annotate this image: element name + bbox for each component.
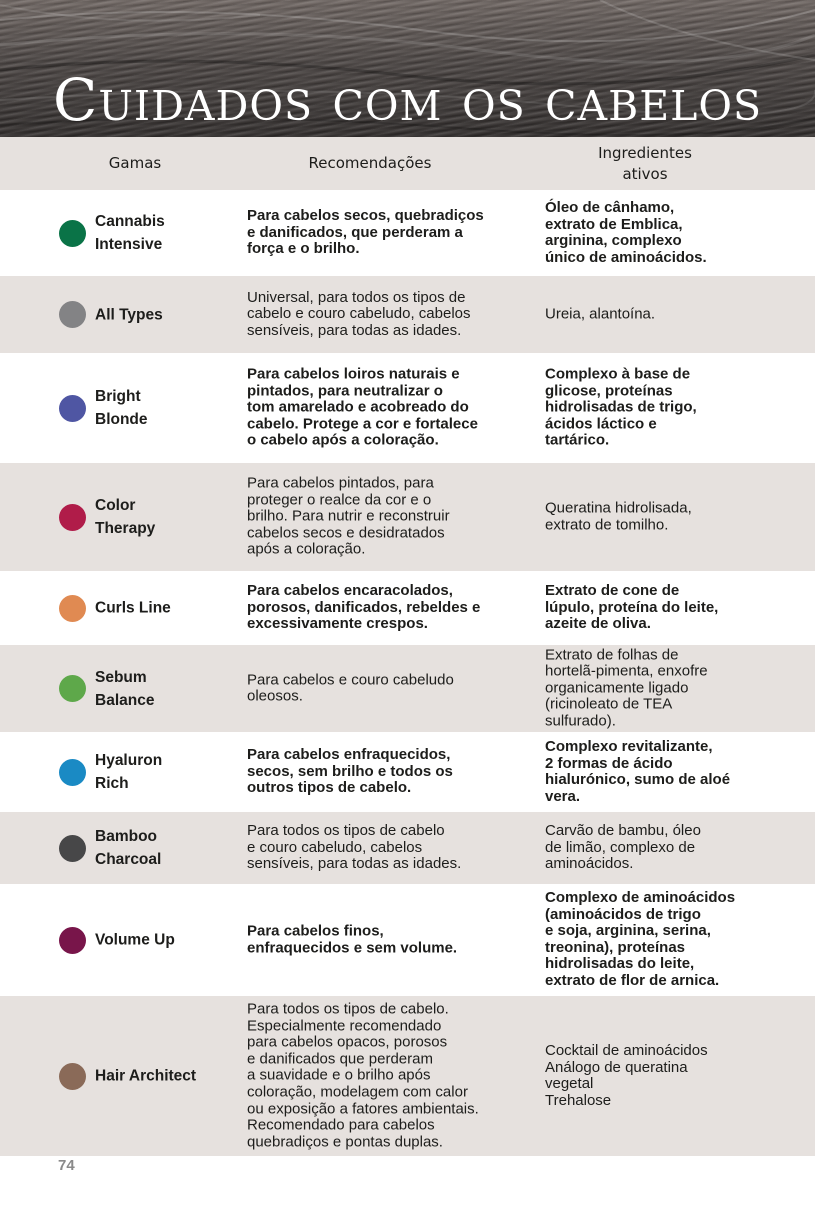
product-name: Color Therapy bbox=[95, 497, 156, 537]
text-line: cabelo. Protege a cor e fortalece bbox=[247, 415, 478, 433]
text-line: quebradiços e pontas duplas. bbox=[247, 1133, 443, 1151]
recommendation bbox=[247, 672, 532, 705]
recommendation bbox=[247, 476, 532, 559]
ingredients bbox=[545, 647, 790, 730]
recommendation bbox=[247, 747, 532, 797]
text-line: ou exposição a fatores ambientais. bbox=[247, 1099, 479, 1117]
text-line: (aminoácidos de trigo bbox=[545, 905, 701, 923]
ingredients bbox=[545, 583, 790, 633]
text-line: Análogo de queratina bbox=[545, 1058, 688, 1076]
text-line: Especialmente recomendado bbox=[247, 1016, 442, 1034]
text-line: após a coloração. bbox=[247, 540, 366, 558]
color-dot bbox=[59, 927, 86, 954]
recommendation bbox=[247, 823, 532, 873]
header-gamas: Gamas bbox=[108, 154, 162, 172]
text-line: Extrato de folhas de bbox=[545, 646, 679, 664]
text-line: arginina, complexo bbox=[545, 232, 682, 249]
recommendation bbox=[247, 208, 532, 258]
text-line: Para cabelos enfraquecidos, bbox=[247, 746, 451, 764]
text-line: proteger o realce da cor e o bbox=[247, 491, 432, 509]
product-name: Hair Architect bbox=[95, 1067, 197, 1085]
text-line: enfraquecidos e sem volume. bbox=[247, 939, 458, 956]
text-line: (ricinoleato de TEA bbox=[545, 695, 673, 713]
product-name: Volume Up bbox=[95, 931, 175, 949]
text-line: glicose, proteínas bbox=[545, 382, 673, 400]
text-line: sensíveis, para todas as idades. bbox=[247, 321, 462, 339]
product-name: Bamboo Charcoal bbox=[95, 828, 162, 868]
text-line: Carvão de bambu, óleo bbox=[545, 822, 701, 840]
text-line: sulfurado). bbox=[545, 712, 616, 730]
recommendation bbox=[247, 1001, 532, 1150]
table-row bbox=[0, 884, 815, 996]
product-name: Cannabis Intensive bbox=[95, 213, 165, 253]
text-line: força e o brilho. bbox=[247, 240, 360, 258]
table-row bbox=[0, 463, 815, 571]
color-dot bbox=[59, 1063, 86, 1090]
text-line: tom amarelado e acobreado do bbox=[247, 398, 469, 416]
text-line: porosos, danificados, rebeldes e bbox=[247, 598, 481, 616]
text-line: hidrolisadas do leite, bbox=[545, 955, 695, 973]
text-line: excessivamente crespos. bbox=[247, 615, 428, 633]
color-dot bbox=[59, 504, 86, 531]
text-line: azeite de oliva. bbox=[545, 615, 651, 633]
ingredients bbox=[545, 890, 790, 990]
text-line: treonina), proteínas bbox=[545, 939, 686, 956]
text-line: e danificados que perderam bbox=[247, 1050, 433, 1068]
text-line: único de aminoácidos. bbox=[545, 248, 707, 266]
page-title: Cuidados com os cabelos bbox=[52, 66, 763, 134]
color-dot bbox=[59, 220, 86, 247]
product-name: All Types bbox=[95, 306, 163, 323]
color-dot bbox=[59, 301, 86, 328]
color-dot bbox=[59, 675, 86, 702]
text-line: 2 formas de ácido bbox=[545, 754, 673, 772]
ingredients bbox=[545, 367, 790, 450]
text-line: outros tipos de cabelo. bbox=[247, 779, 412, 797]
text-line: cabelos secos e desidratados bbox=[247, 524, 445, 542]
hair-care-table bbox=[0, 137, 815, 1156]
text-line: Complexo de aminoácidos bbox=[545, 889, 736, 907]
text-line: Para todos os tipos de cabelo. bbox=[247, 1000, 449, 1018]
text-line: hortelã-pimenta, enxofre bbox=[545, 662, 708, 680]
product-name: Sebum Balance bbox=[95, 668, 155, 709]
text-line: o cabelo após a coloração. bbox=[247, 431, 439, 449]
ingredients bbox=[545, 1043, 790, 1109]
hair-photo-banner bbox=[0, 0, 815, 137]
text-line: lúpulo, proteína do leite, bbox=[545, 598, 719, 616]
product-name: Curls Line bbox=[95, 599, 171, 617]
product-name: Bright Blonde bbox=[95, 388, 148, 428]
text-line: Universal, para todos os tipos de bbox=[247, 288, 466, 306]
text-line: Óleo de cânhamo, bbox=[545, 198, 675, 216]
text-line: Para cabelos encaracolados, bbox=[247, 582, 453, 600]
text-line: de limão, complexo de bbox=[545, 838, 696, 856]
text-line: brilho. Para nutrir e reconstruir bbox=[247, 507, 450, 525]
table-row bbox=[0, 276, 815, 353]
text-line: Para cabelos secos, quebradiços bbox=[247, 207, 484, 225]
text-line: Ureia, alantoína. bbox=[545, 305, 656, 323]
text-line: aminoácidos. bbox=[545, 855, 634, 873]
ingredients bbox=[545, 823, 790, 873]
text-line: Para todos os tipos de cabelo bbox=[247, 822, 445, 840]
ingredients bbox=[545, 739, 790, 805]
header-ingredientes-line2: ativos bbox=[622, 165, 668, 183]
color-dot bbox=[59, 395, 86, 422]
table-header bbox=[0, 137, 815, 190]
product-name: Hyaluron Rich bbox=[95, 752, 163, 792]
text-line: ácidos láctico e bbox=[545, 415, 657, 433]
text-line: hidrolisadas de trigo, bbox=[545, 398, 697, 416]
table-row bbox=[0, 353, 815, 463]
header-recomendacoes: Recomendações bbox=[308, 154, 432, 172]
header-ingredientes bbox=[560, 143, 730, 185]
text-line: pintados, para neutralizar o bbox=[247, 382, 443, 400]
table-row bbox=[0, 732, 815, 812]
ingredients bbox=[545, 306, 790, 323]
text-line: hialurónico, sumo de aloé bbox=[545, 771, 731, 788]
table-row bbox=[0, 571, 815, 645]
table-row bbox=[0, 812, 815, 884]
text-line: tartárico. bbox=[545, 431, 610, 449]
table-row bbox=[0, 645, 815, 732]
header-ingredientes-line1: Ingredientes bbox=[598, 144, 692, 162]
text-line: vegetal bbox=[545, 1075, 594, 1092]
recommendation bbox=[247, 367, 532, 450]
text-line: Para cabelos loiros naturais e bbox=[247, 365, 460, 383]
text-line: Extrato de cone de bbox=[545, 582, 680, 600]
color-dot bbox=[59, 759, 86, 786]
text-line: para cabelos opacos, porosos bbox=[247, 1033, 448, 1051]
text-line: extrato de Emblica, bbox=[545, 215, 683, 233]
text-line: extrato de flor de arnica. bbox=[545, 972, 720, 990]
text-line: Complexo à base de bbox=[545, 365, 691, 383]
text-line: Cocktail de aminoácidos bbox=[545, 1041, 708, 1059]
text-line: cabelo e couro cabeludo, cabelos bbox=[247, 305, 471, 323]
color-dot bbox=[59, 835, 86, 862]
recommendation bbox=[247, 290, 532, 340]
text-line: oleosos. bbox=[247, 687, 303, 705]
text-line: a suavidade e o brilho após bbox=[247, 1066, 431, 1084]
text-line: Queratina hidrolisada, bbox=[545, 499, 692, 517]
text-line: e soja, arginina, serina, bbox=[545, 922, 711, 940]
table-row bbox=[0, 996, 815, 1156]
ingredients bbox=[545, 500, 790, 533]
text-line: Complexo revitalizante, bbox=[545, 737, 713, 755]
text-line: coloração, modelagem com calor bbox=[247, 1083, 468, 1101]
text-line: extrato de tomilho. bbox=[545, 516, 669, 533]
text-line: Trehalose bbox=[545, 1091, 612, 1109]
text-line: Recomendado para cabelos bbox=[247, 1116, 435, 1134]
text-line: e danificados, que perderam a bbox=[247, 223, 463, 241]
text-line: Para cabelos pintados, para bbox=[247, 474, 434, 492]
text-line: organicamente ligado bbox=[545, 679, 689, 697]
color-dot bbox=[59, 595, 86, 622]
text-line: Para cabelos finos, bbox=[247, 922, 384, 940]
text-line: vera. bbox=[545, 787, 581, 805]
text-line: secos, sem brilho e todos os bbox=[247, 762, 453, 780]
text-line: e couro cabeludo, cabelos bbox=[247, 838, 423, 856]
table-row bbox=[0, 190, 815, 276]
recommendation bbox=[247, 923, 532, 956]
text-line: sensíveis, para todas as idades. bbox=[247, 855, 462, 873]
page-number: 74 bbox=[58, 1157, 75, 1174]
recommendation bbox=[247, 583, 532, 633]
text-line: Para cabelos e couro cabeludo bbox=[247, 670, 454, 688]
ingredients bbox=[545, 200, 790, 266]
